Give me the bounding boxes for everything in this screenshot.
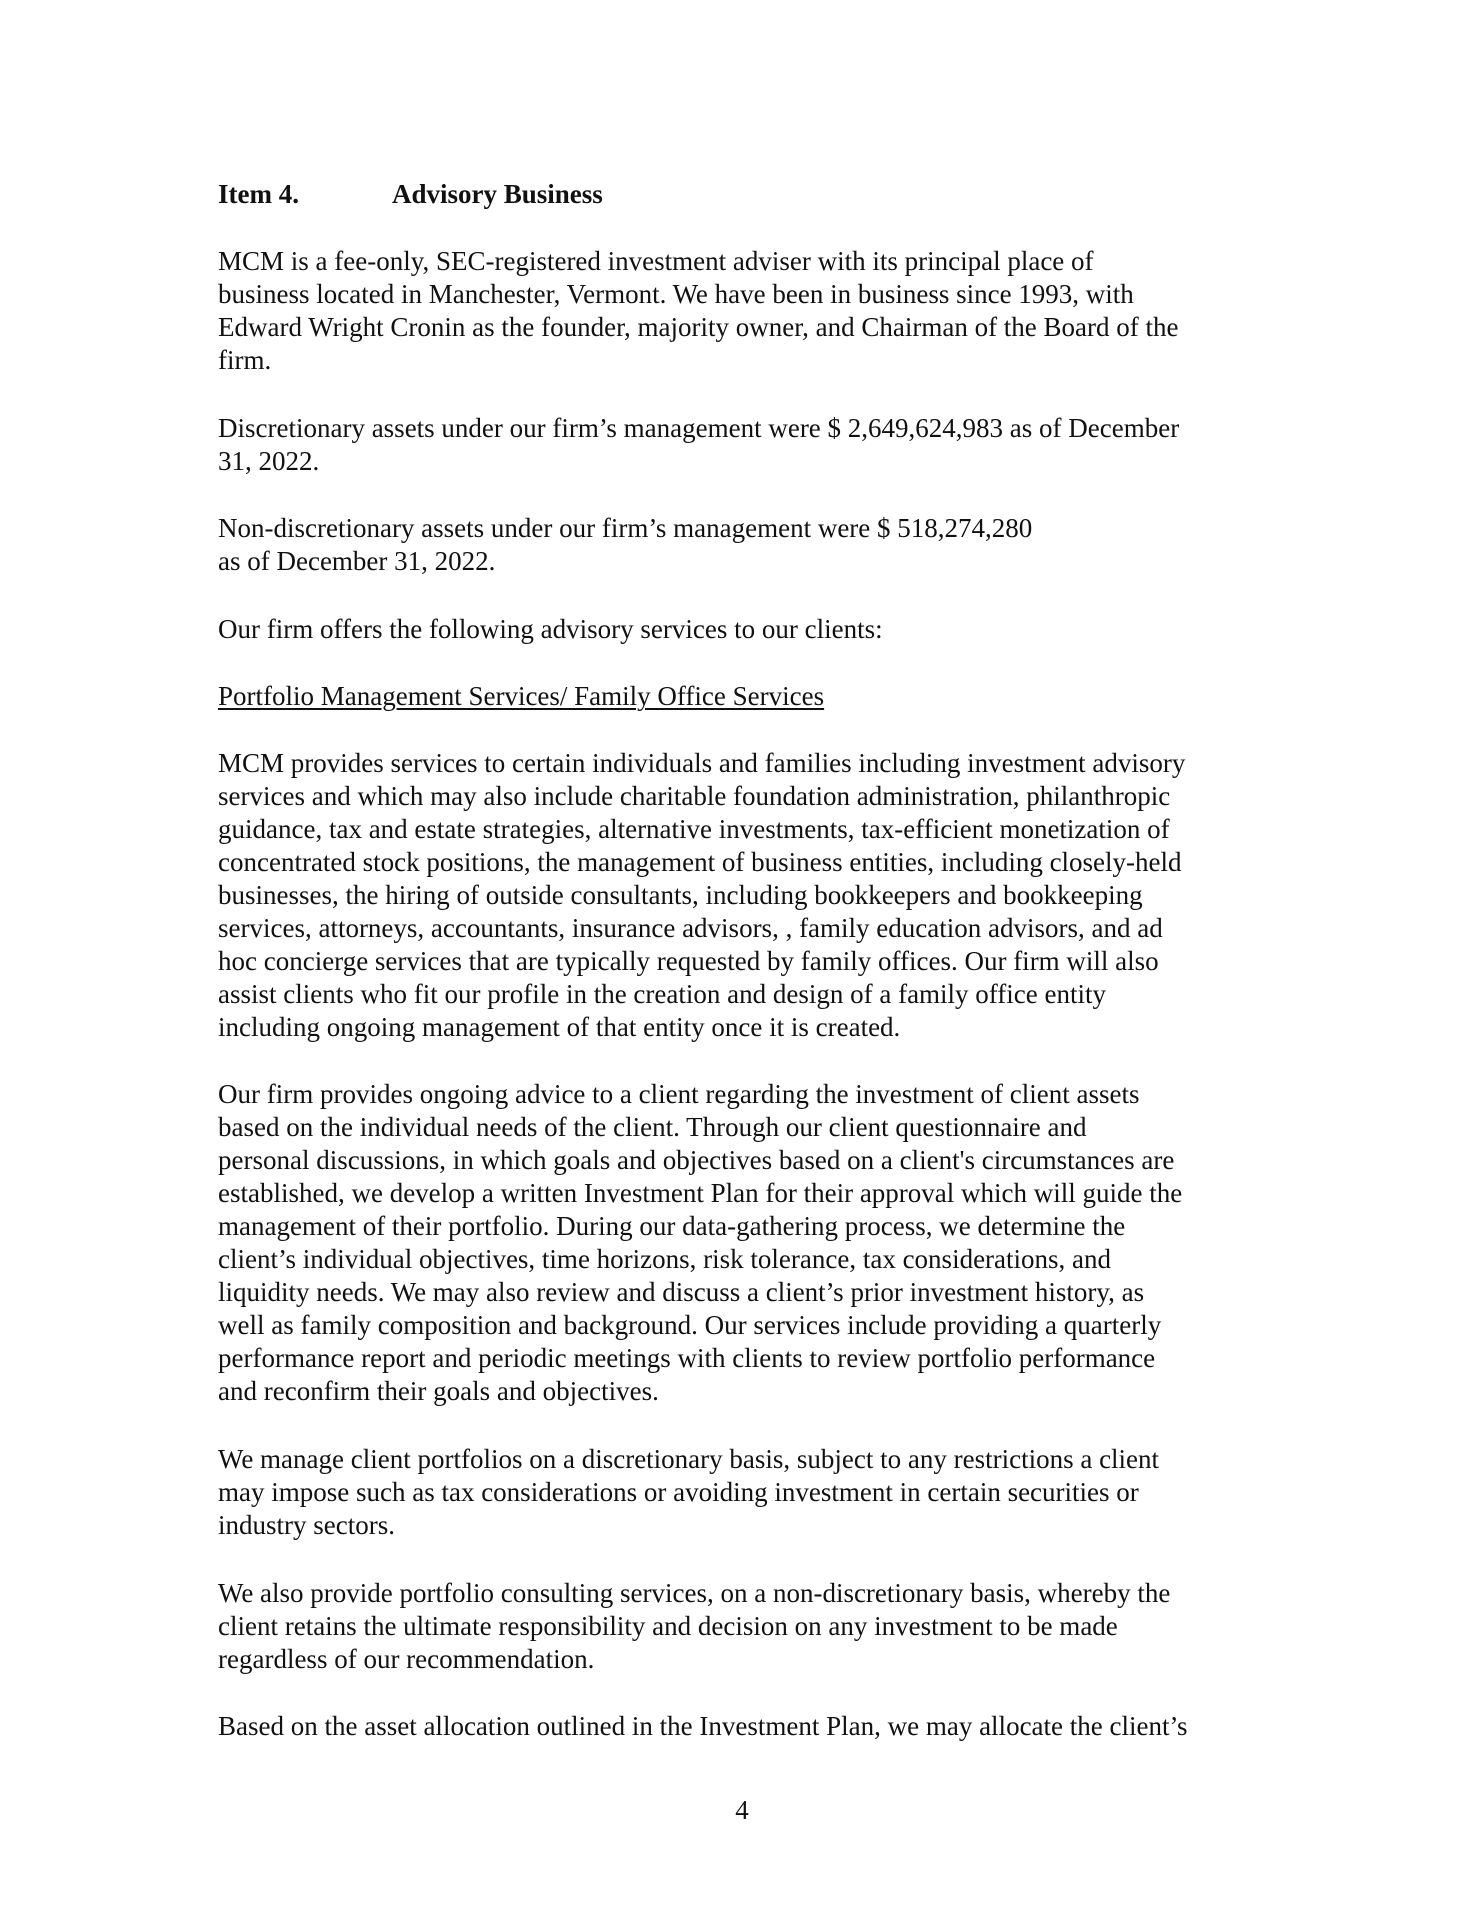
text-line: established, we develop a written Investment Plan for their approval which will guide the <box>218 1178 1183 1208</box>
text-line: Based on the asset allocation outlined in the Investment Plan, we may allocate the client’s <box>218 1711 1188 1741</box>
text-line: industry sectors. <box>218 1510 395 1540</box>
text-line: as of December 31, 2022. <box>218 546 496 576</box>
text-line: firm. <box>218 345 272 375</box>
text-line: 31, 2022. <box>218 446 320 476</box>
text-line: Discretionary assets under our firm’s management were $ 2,649,624,983 as of December <box>218 413 1180 443</box>
text-line: regardless of our recommendation. <box>218 1644 595 1674</box>
text-line: Our firm provides ongoing advice to a client regarding the investment of client assets <box>218 1079 1140 1109</box>
text-line: We also provide portfolio consulting services, on a non-discretionary basis, whereby the <box>218 1578 1171 1608</box>
text-line: assist clients who fit our profile in the creation and design of a family office entity <box>218 979 1107 1009</box>
text-line: well as family composition and background. Our services include providing a quarterly <box>218 1310 1162 1340</box>
text-line: Our firm offers the following advisory services to our clients: <box>218 614 883 644</box>
section-heading <box>218 178 603 211</box>
text-line: hoc concierge services that are typically requested by family offices. Our firm will also <box>218 946 1159 976</box>
text-line: personal discussions, in which goals and objectives based on a client's circumstances are <box>218 1145 1175 1175</box>
section-title: Advisory Business <box>392 179 603 209</box>
text-line: MCM is a fee-only, SEC-registered investment adviser with its principal place of <box>218 246 1094 276</box>
text-line: based on the individual needs of the client. Through our client questionnaire and <box>218 1112 1087 1142</box>
text-line: management of their portfolio. During our data-gathering process, we determine the <box>218 1211 1126 1241</box>
text-line: may impose such as tax considerations or avoiding investment in certain securities or <box>218 1477 1139 1507</box>
text-line: MCM provides services to certain individuals and families including investment advisory <box>218 748 1186 778</box>
text-line: Edward Wright Cronin as the founder, majority owner, and Chairman of the Board of the <box>218 312 1179 342</box>
page-number: 4 <box>735 1795 749 1825</box>
text-line: services, attorneys, accountants, insurance advisors, , family education advisors, and ad <box>218 913 1163 943</box>
text-line: services and which may also include charitable foundation administration, philanthropic <box>218 781 1171 811</box>
text-line: client’s individual objectives, time horizons, risk tolerance, tax considerations, and <box>218 1244 1112 1274</box>
subheading-text: Portfolio Management Services/ Family Office Services <box>218 681 825 711</box>
text-line: Non-discretionary assets under our firm’s management were $ 518,274,280 <box>218 513 1033 543</box>
text-line: performance report and periodic meetings with clients to review portfolio performance <box>218 1343 1156 1373</box>
text-line: liquidity needs. We may also review and discuss a client’s prior investment history, as <box>218 1277 1145 1307</box>
text-line: client retains the ultimate responsibility and decision on any investment to be made <box>218 1611 1118 1641</box>
text-line: business located in Manchester, Vermont. We have been in business since 1993, with <box>218 279 1134 309</box>
text-line: and reconfirm their goals and objectives. <box>218 1376 659 1406</box>
text-line: We manage client portfolios on a discretionary basis, subject to any restrictions a client <box>218 1444 1160 1474</box>
text-line: businesses, the hiring of outside consultants, including bookkeepers and bookkeeping <box>218 880 1143 910</box>
text-line: guidance, tax and estate strategies, alternative investments, tax-efficient monetization of <box>218 814 1170 844</box>
text-line: including ongoing management of that entity once it is created. <box>218 1012 901 1042</box>
text-line: concentrated stock positions, the management of business entities, including closely-held <box>218 847 1182 877</box>
item-number: Item 4. <box>218 179 299 209</box>
